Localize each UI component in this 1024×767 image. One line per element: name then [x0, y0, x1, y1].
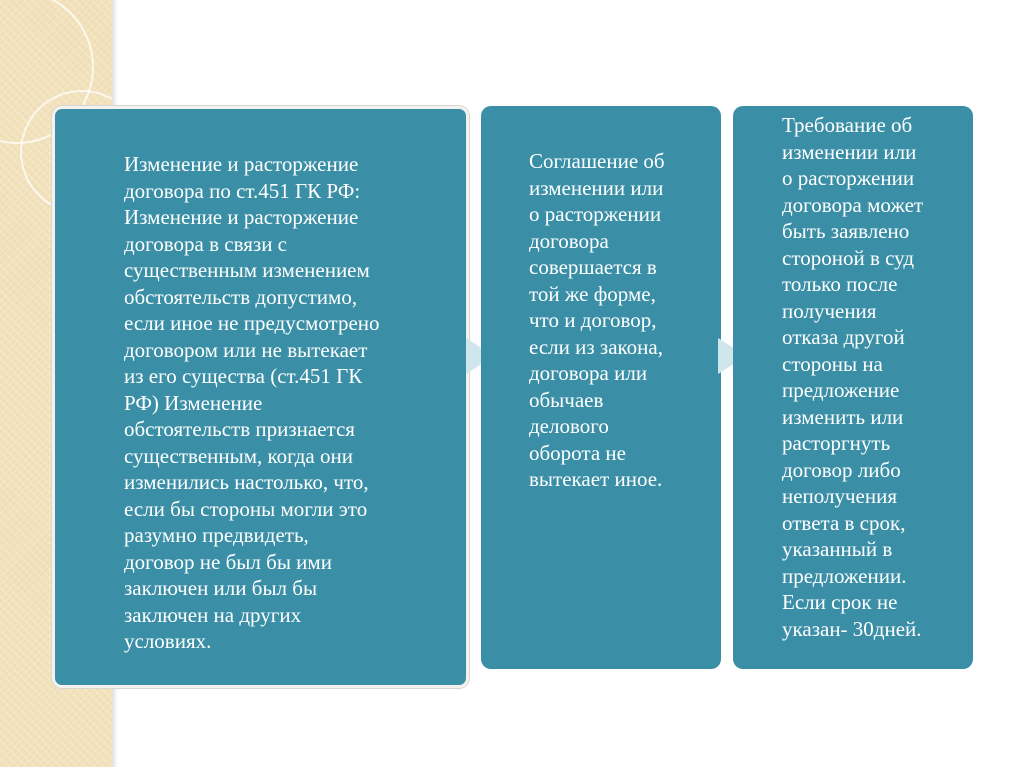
- card-agreement-form: [481, 106, 721, 669]
- card-article-451: [52, 106, 469, 688]
- card-text: Требование об изменении или о расторжении договора может быть заявлено стороной в суд только после получения отказа другой стороны на предложение изменить или расторгнуть договор либо неполучения ответа в срок, указанный в предложении. Если срок не указан- 30дней.: [782, 113, 924, 641]
- card-text: Изменение и расторжение договора по ст.451 ГК РФ: Изменение и расторжение договора в связи с существенным изменением обстоятельств допустимо, если иное не предусмотрено договором или не вытекает из его существа (ст.451 ГК РФ) Изменение обстоятельств признается существенным, когда они изменились настолько, что, если бы стороны могли это разумно предвидеть, договор не был бы ими заключен или был бы заключен на других условиях.: [124, 152, 380, 653]
- card-text: Соглашение об изменении или о расторжении договора совершается в той же форме, что и договор, если из закона, договора или обычаев делового оборота не вытекает иное.: [529, 149, 665, 491]
- card-court-claim: [733, 106, 973, 669]
